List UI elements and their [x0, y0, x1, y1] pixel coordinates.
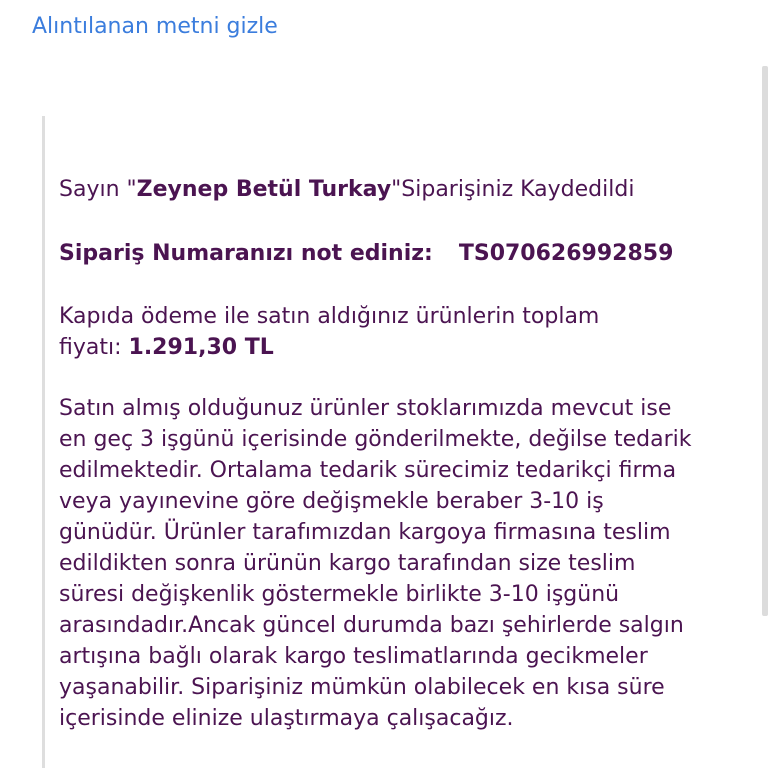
info-line: artışına bağlı olarak kargo teslimatlarında gecikmeler — [59, 644, 648, 669]
total-price-line: Kapıda ödeme ile satın aldığınız ürünlerin toplam — [59, 304, 600, 329]
quoted-message-body — [59, 174, 759, 734]
hide-quoted-text-link[interactable]: Alıntılanan metni gizle — [32, 14, 278, 39]
total-price-paragraph — [59, 301, 759, 363]
customer-name: Zeynep Betül Turkay — [136, 177, 392, 202]
order-number-value: TS070626992859 — [458, 241, 674, 266]
total-price-line — [59, 332, 759, 363]
info-line: edilmektedir. Ortalama tedarik sürecimiz tedarikçi firma — [59, 458, 677, 483]
total-price-amount: 1.291,30 TL — [128, 335, 274, 360]
info-line: yaşanabilir. Siparişiniz mümkün olabilecek en kısa süre — [59, 675, 665, 700]
total-price-prefix: fiyatı: — [59, 335, 122, 360]
shipping-info-paragraph — [59, 393, 759, 734]
info-line: en geç 3 işgünü içerisinde gönderilmekte, değilse tedarik — [59, 427, 692, 452]
greeting-prefix: Sayın " — [59, 177, 137, 202]
info-line: süresi değişkenlik göstermekle birlikte 3-10 işgünü — [59, 582, 620, 607]
info-line: Satın almış olduğunuz ürünler stoklarımızda mevcut ise — [59, 396, 672, 421]
info-line: içerisinde elinize ulaştırmaya çalışacağız. — [59, 706, 514, 731]
order-number-label: Sipariş Numaranızı not ediniz: — [59, 241, 433, 266]
greeting-suffix: "Siparişiniz Kaydedildi — [391, 177, 635, 202]
quote-bar — [42, 116, 45, 768]
order-number-line — [59, 238, 759, 269]
greeting-line — [59, 174, 759, 205]
scrollbar[interactable] — [762, 66, 768, 616]
info-line: edildikten sonra ürünün kargo tarafından size teslim — [59, 551, 636, 576]
info-line: günüdür. Ürünler tarafımızdan kargoya firmasına teslim — [59, 520, 671, 545]
info-line: veya yayınevine göre değişmekle beraber 3-10 iş — [59, 489, 604, 514]
info-line: arasındadır.Ancak güncel durumda bazı şehirlerde salgın — [59, 613, 684, 638]
